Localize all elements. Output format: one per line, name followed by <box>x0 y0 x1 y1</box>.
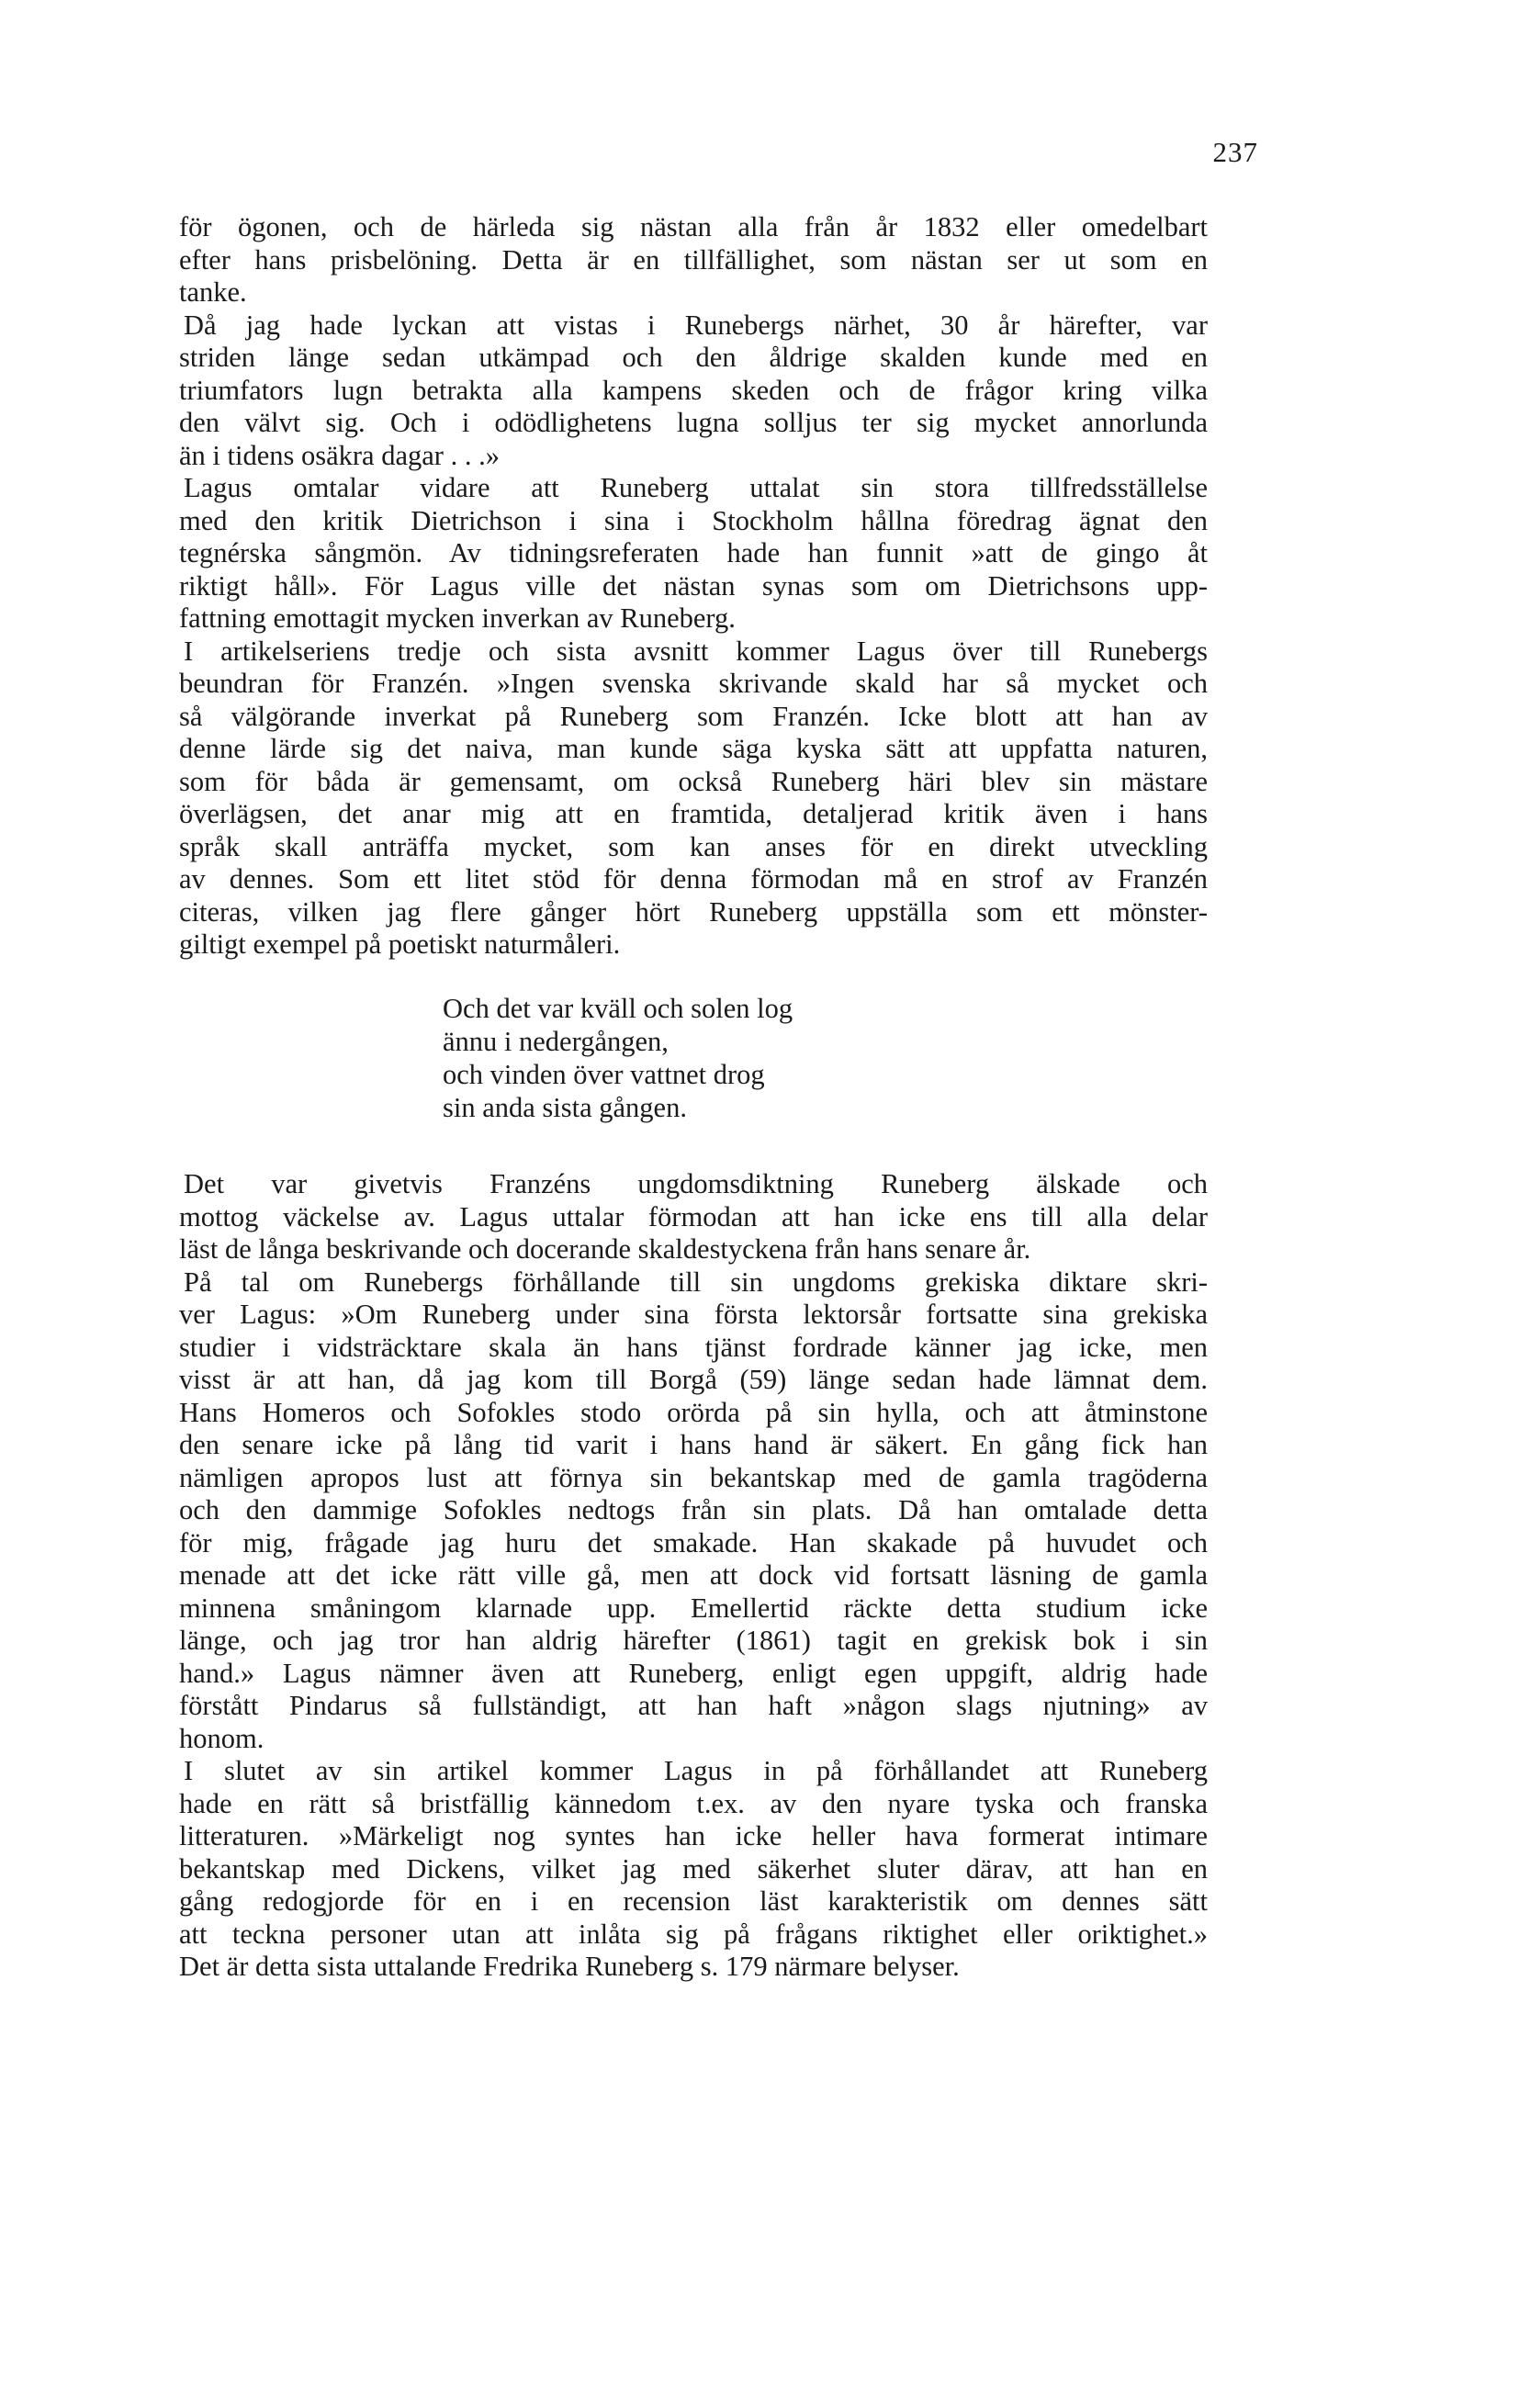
text-line: den välvt sig. Och i odödlighetens lugna solljus ter sig mycket annorlunda <box>179 407 1208 438</box>
text-line: hand.» Lagus nämner även att Runeberg, enligt egen uppgift, aldrig hade <box>179 1657 1208 1689</box>
text-line: ver Lagus: »Om Runeberg under sina första lektorsår fortsatte sina grekiska <box>179 1299 1208 1330</box>
text-line: som för båda är gemensamt, om också Runeberg häri blev sin mästare <box>179 765 1208 797</box>
text-line: tegnérska sångmön. Av tidningsreferaten hade han funnit »att de gingo åt <box>179 537 1208 568</box>
text-line: denne lärde sig det naiva, man kunde säga kyska sätt att uppfatta naturen, <box>179 733 1208 764</box>
text-line: att teckna personer utan att inlåta sig på frågans riktighet eller oriktighet.» <box>179 1918 1208 1950</box>
text-line: tanke. <box>179 276 247 308</box>
text-line: Det är detta sista uttalande Fredrika Runeberg s. 179 närmare belyser. <box>179 1951 960 1982</box>
poem-line: sin anda sista gången. <box>443 1092 687 1123</box>
text-line: giltigt exempel på poetiskt naturmåleri. <box>179 928 621 960</box>
text-line: triumfators lugn betrakta alla kampens skeden och de frågor kring vilka <box>179 374 1208 406</box>
text-line: gång redogjorde för en i en recension läst karakteristik om dennes sätt <box>179 1885 1208 1917</box>
text-line: så välgörande inverkat på Runeberg som Franzén. Icke blott att han av <box>179 700 1208 732</box>
text-line: Lagus omtalar vidare att Runeberg uttalat sin stora tillfredsställelse <box>184 472 1208 503</box>
text-line: med den kritik Dietrichson i sina i Stockholm hållna föredrag ägnat den <box>179 504 1208 536</box>
text-line: överlägsen, det anar mig att en framtida, detaljerad kritik även i hans <box>179 798 1208 829</box>
quoted-poem <box>443 992 793 1124</box>
text-line: mottog väckelse av. Lagus uttalar förmodan att han icke ens till alla delar <box>179 1200 1208 1232</box>
text-line: riktigt håll». För Lagus ville det nästan synas som om Dietrichsons upp- <box>179 569 1208 602</box>
text-line: förstått Pindarus så fullständigt, att han haft »någon slags njutning» av <box>179 1690 1208 1721</box>
poem-line: Och det var kväll och solen log <box>443 993 793 1024</box>
text-line: språk skall anträffa mycket, som kan anses för en direkt utveckling <box>179 830 1208 862</box>
poem-line: ännu i nedergången, <box>443 1026 669 1057</box>
text-line: av dennes. Som ett litet stöd för denna förmodan må en strof av Franzén <box>179 863 1208 895</box>
text-line: menade att det icke rätt ville gå, men att dock vid fortsatt läsning de gamla <box>179 1559 1208 1591</box>
text-line: litteraturen. »Märkeligt nog syntes han icke heller hava formerat intimare <box>179 1820 1208 1851</box>
text-line: läst de långa beskrivande och docerande skaldestyckena från hans senare år. <box>179 1233 1031 1265</box>
text-line: länge, och jag tror han aldrig härefter (1861) tagit en grekisk bok i sin <box>179 1625 1208 1656</box>
text-line: bekantskap med Dickens, vilket jag med säkerhet sluter därav, att han en <box>179 1852 1208 1885</box>
text-line: efter hans prisbelöning. Detta är en tillfällighet, som nästan ser ut som en <box>179 243 1208 276</box>
body-text-bottom <box>179 1168 1208 1984</box>
text-line: På tal om Runebergs förhållande till sin ungdoms grekiska diktare skri- <box>184 1266 1208 1298</box>
page-number: 237 <box>1212 136 1258 168</box>
text-line: än i tidens osäkra dagar . . .» <box>179 439 500 471</box>
text-line: striden länge sedan utkämpad och den åldrige skalden kunde med en <box>179 342 1208 373</box>
text-line: fattning emottagit mycken inverkan av Runeberg. <box>179 602 736 634</box>
text-line: beundran för Franzén. »Ingen svenska skrivande skald har så mycket och <box>179 668 1208 699</box>
text-line: studier i vidsträcktare skala än hans tjänst fordrade känner jag icke, men <box>179 1331 1208 1363</box>
body-text-top <box>179 211 1208 962</box>
text-line: hade en rätt så bristfällig kännedom t.ex. av den nyare tyska och franska <box>179 1787 1208 1819</box>
text-line: minnena småningom klarnade upp. Emellertid räckte detta studium icke <box>179 1592 1208 1624</box>
text-line: för mig, frågade jag huru det smakade. Han skakade på huvudet och <box>179 1526 1208 1558</box>
text-line: Hans Homeros och Sofokles stodo orörda på sin hylla, och att åtminstone <box>179 1396 1208 1428</box>
text-line: Det var givetvis Franzéns ungdomsdiktning Runeberg älskade och <box>184 1168 1208 1199</box>
text-line: I artikelseriens tredje och sista avsnitt kommer Lagus över till Runebergs <box>184 635 1208 667</box>
text-line: den senare icke på lång tid varit i hans hand är säkert. En gång fick han <box>179 1429 1208 1460</box>
text-line: citeras, vilken jag flere gånger hört Runeberg uppställa som ett mönster- <box>179 895 1208 928</box>
text-line: honom. <box>179 1722 264 1754</box>
text-line: för ögonen, och de härleda sig nästan alla från år 1832 eller omedelbart <box>179 211 1208 242</box>
text-line: och den dammige Sofokles nedtogs från sin plats. Då han omtalade detta <box>179 1494 1208 1525</box>
poem-line: och vinden över vattnet drog <box>443 1059 765 1090</box>
text-line: Då jag hade lyckan att vistas i Runebergs närhet, 30 år härefter, var <box>184 309 1208 341</box>
text-line: nämligen apropos lust att förnya sin bekantskap med de gamla tragöderna <box>179 1461 1208 1493</box>
text-line: I slutet av sin artikel kommer Lagus in på förhållandet att Runeberg <box>184 1755 1208 1786</box>
text-line: visst är att han, då jag kom till Borgå (59) länge sedan hade lämnat dem. <box>179 1364 1208 1395</box>
